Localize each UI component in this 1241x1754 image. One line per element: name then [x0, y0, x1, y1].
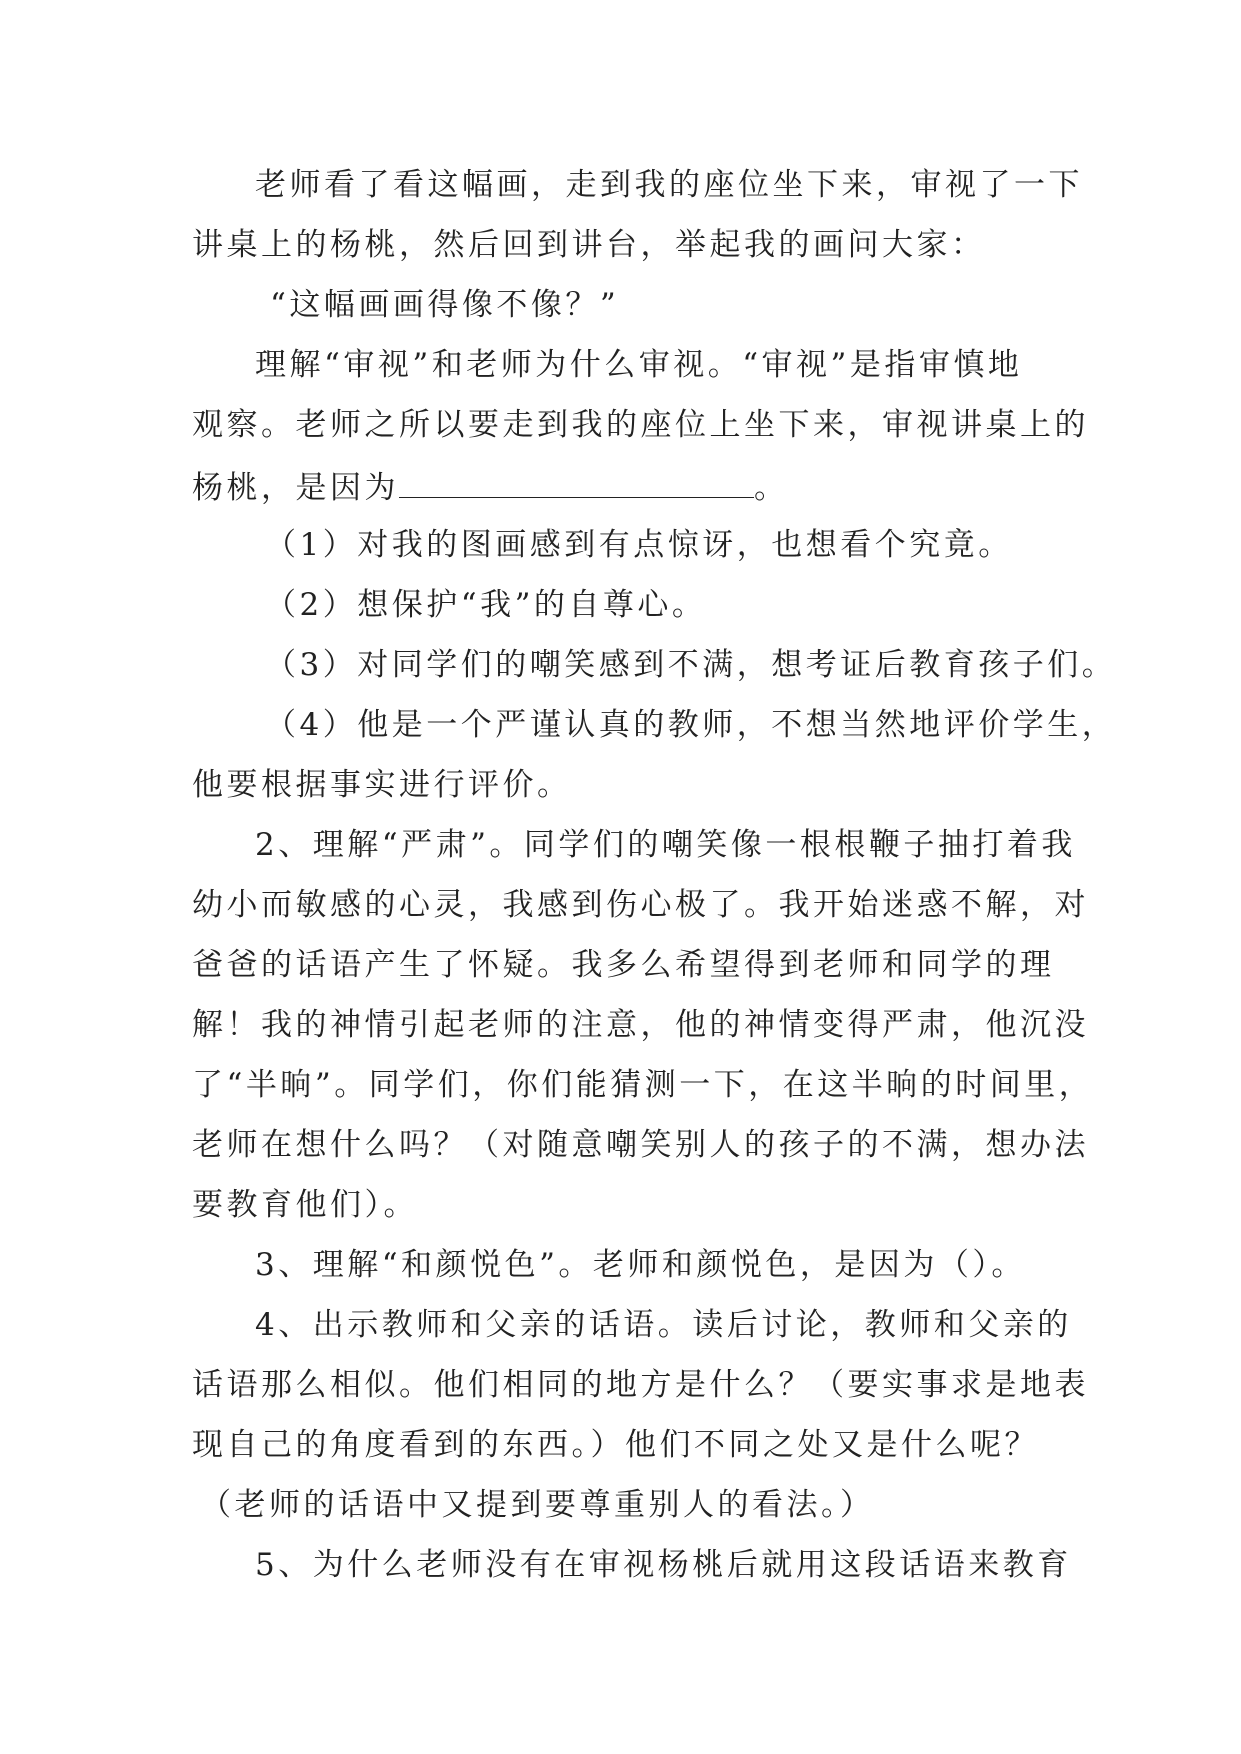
quote-line: “这幅画画得像不像？”	[270, 287, 620, 323]
option-4: （4）他是一个严谨认真的教师，不想当然地评价学生，	[265, 707, 1117, 743]
option-3: （3）对同学们的嘲笑感到不满，想考证后教育孩子们。	[265, 647, 1117, 683]
item-3-heading: 3、理解“和颜悦色”。老师和颜悦色，是因为（）。	[255, 1247, 1026, 1283]
text-line: 幼小而敏感的心灵，我感到伤心极了。我开始迷惑不解，对	[192, 887, 1089, 923]
fill-in-suffix: 。	[754, 470, 789, 506]
text-line: 了“半晌”。同学们，你们能猜测一下，在这半晌的时间里，	[192, 1067, 1094, 1103]
text-line: 现自己的角度看到的东西。）他们不同之处又是什么呢？	[192, 1427, 1039, 1463]
text-line: 理解“审视”和老师为什么审视。“审视”是指审慎地	[255, 347, 1023, 383]
answer-blank	[399, 463, 754, 498]
text-line: 话语那么相似。他们相同的地方是什么？（要实事求是地表	[192, 1367, 1089, 1403]
item-2-heading: 2、理解“严肃”。同学们的嘲笑像一根根鞭子抽打着我	[255, 827, 1076, 863]
text-line: 解！我的神情引起老师的注意，他的神情变得严肃，他沉没	[192, 1007, 1089, 1043]
text-line: 要教育他们）。	[192, 1187, 418, 1223]
option-1: （1）对我的图画感到有点惊讶，也想看个究竟。	[265, 527, 1013, 563]
fill-in-prefix: 杨桃，是因为	[192, 470, 399, 506]
text-line: 爸爸的话语产生了怀疑。我多么希望得到老师和同学的理	[192, 947, 1055, 983]
text-line: 观察。老师之所以要走到我的座位上坐下来，审视讲桌上的	[192, 407, 1089, 443]
option-2: （2）想保护“我”的自尊心。	[265, 587, 707, 623]
text-line: 老师在想什么吗？（对随意嘲笑别人的孩子的不满，想办法	[192, 1127, 1089, 1163]
item-5-heading: 5、为什么老师没有在审视杨桃后就用这段话语来教育	[255, 1547, 1072, 1583]
option-4-continued: 他要根据事实进行评价。	[192, 767, 572, 803]
text-line: 老师看了看这幅画，走到我的座位坐下来，审视了一下	[255, 167, 1083, 203]
fill-in-line	[192, 463, 789, 507]
text-line: 讲桌上的杨桃，然后回到讲台，举起我的画问大家：	[192, 227, 986, 263]
text-line: （老师的话语中又提到要尊重别人的看法。）	[200, 1487, 875, 1523]
item-4-heading: 4、出示教师和父亲的话语。读后讨论，教师和父亲的	[255, 1307, 1072, 1343]
